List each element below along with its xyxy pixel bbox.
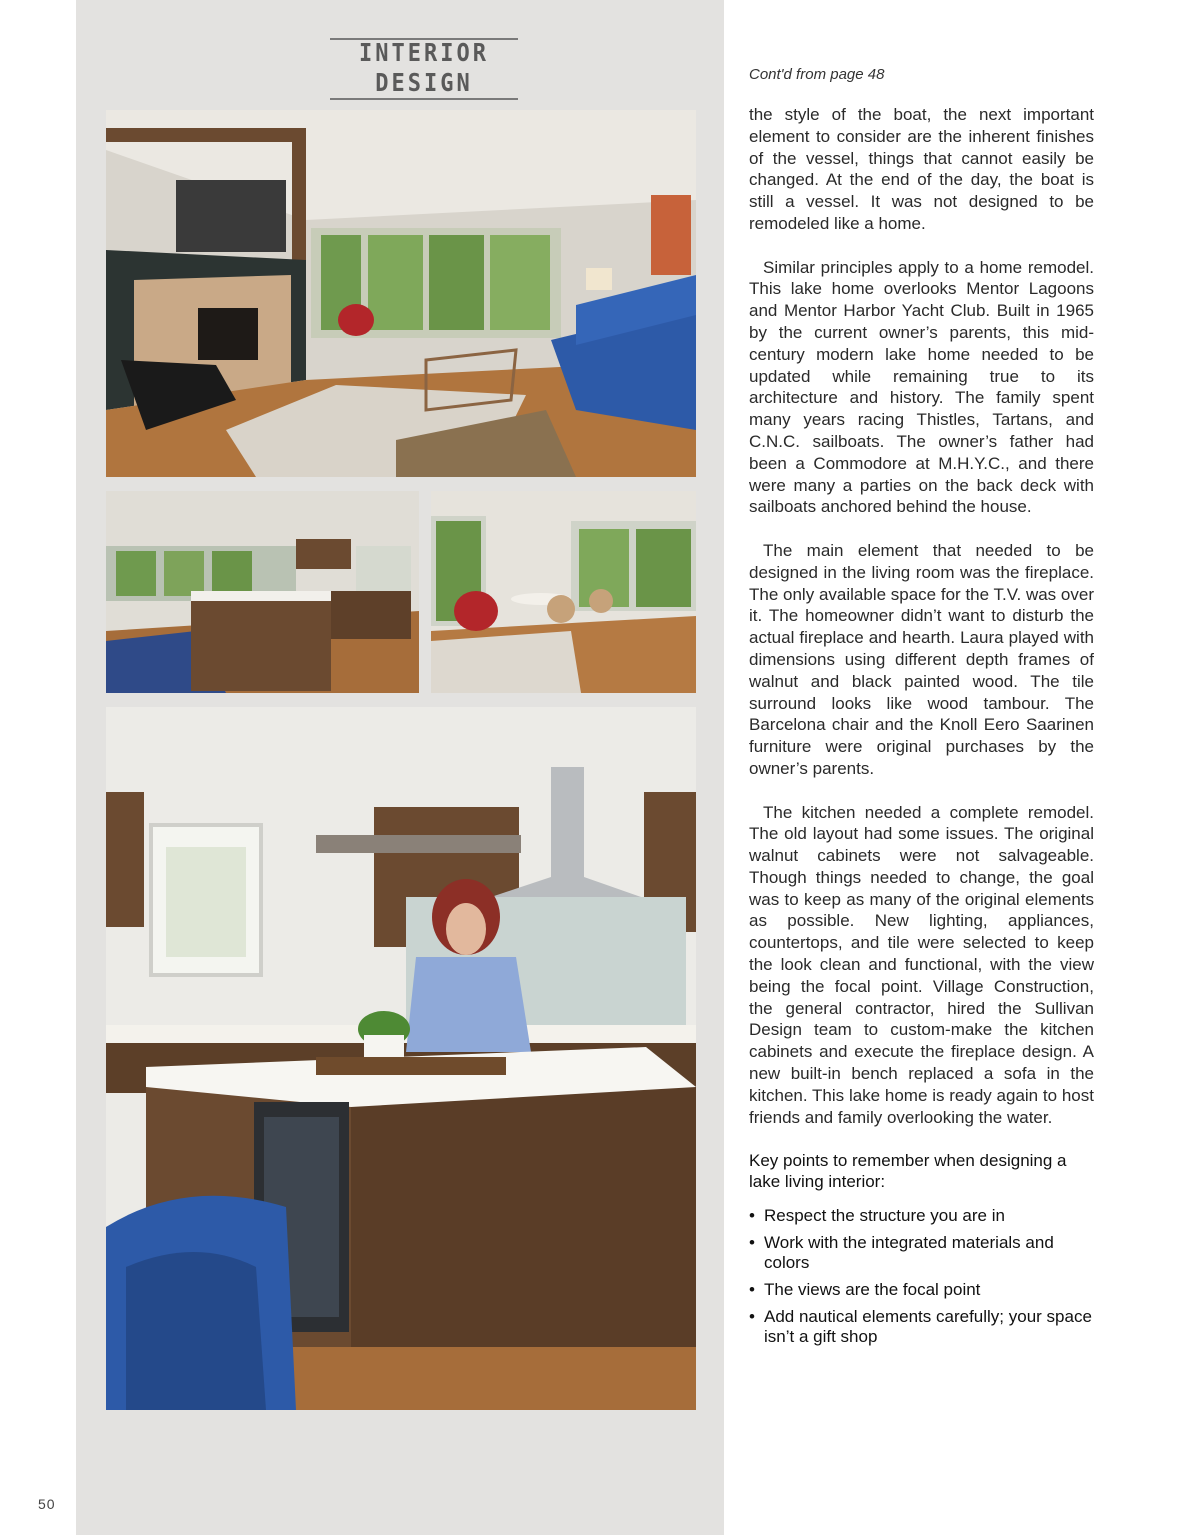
key-point-text: Work with the integrated materials and colors <box>764 1233 1054 1273</box>
kitchen-wide-photo <box>106 491 419 693</box>
key-point-item <box>749 1206 1094 1226</box>
continued-from-note: Cont'd from page 48 <box>749 66 885 83</box>
bullet-icon: • <box>749 1307 755 1327</box>
article-paragraph: Similar principles apply to a home remodel. This lake home overlooks Mentor Lagoons and Mentor Harbor Yacht Club. Built in 1965 by the current owner’s parents, this mid-century modern lake home needed to be updated while remaining true to its architecture and history. The family spent many years racing Thistles, Tartans, and C.N.C. sailboats. The owner’s father had been a Commodore at M.H.Y.C., and there were many a parties on the back deck with sailboats anchored behind the house. <box>749 257 1094 517</box>
key-points-title: Key points to remember when designing a lake living interior: <box>749 1151 1067 1192</box>
article-paragraph: the style of the boat, the next important element to consider are the inherent finishes of the vessel, things that cannot easily be changed. At the end of the day, the boat is still a vessel. It was not designed to be remodeled like a home. <box>749 105 1094 233</box>
dining-area-photo <box>431 491 696 693</box>
section-header <box>330 38 518 100</box>
key-points-list <box>749 1206 1094 1347</box>
kitchen-island-photo <box>106 707 696 1410</box>
section-title: INTERIOR DESIGN <box>359 39 489 98</box>
living-room-photo <box>106 110 696 477</box>
key-point-text: The views are the focal point <box>764 1280 981 1300</box>
article-column <box>749 64 1094 1354</box>
article-paragraph: The kitchen needed a complete remodel. The old layout had some issues. The original walnut cabinets were not salvageable. Though things needed to change, the goal was to keep as many of the original elements as possible. New lighting, appliances, countertops, and tile were selected to keep the look clean and functional, with the view being the focal point. Village Construction, the general contractor, hired the Sullivan Design team to custom-make the kitchen cabinets and execute the fireplace design. A new built-in bench replaced a sofa in the kitchen. This lake home is ready again to host friends and family overlooking the water. <box>749 802 1094 1127</box>
key-point-item <box>749 1307 1094 1347</box>
article-paragraph: The main element that needed to be designed in the living room was the fireplace. The only available space for the T.V. was over it. The homeowner didn’t want to disturb the actual fireplace and hearth. Laura played with dimensions using different depth frames of walnut and black painted wood. The tile surround looks like wood tambour. The Barcelona chair and the Knoll Eero Saarinen furniture were original purchases by the owner’s parents. <box>749 540 1094 778</box>
key-point-item <box>749 1233 1094 1273</box>
key-point-item <box>749 1280 1094 1300</box>
page-number: 50 <box>38 1496 56 1512</box>
key-point-text: Add nautical elements carefully; your space isn’t a gift shop <box>764 1307 1092 1347</box>
key-point-text: Respect the structure you are in <box>764 1206 1005 1226</box>
bullet-icon: • <box>749 1206 755 1226</box>
bullet-icon: • <box>749 1233 755 1253</box>
bullet-icon: • <box>749 1280 755 1300</box>
